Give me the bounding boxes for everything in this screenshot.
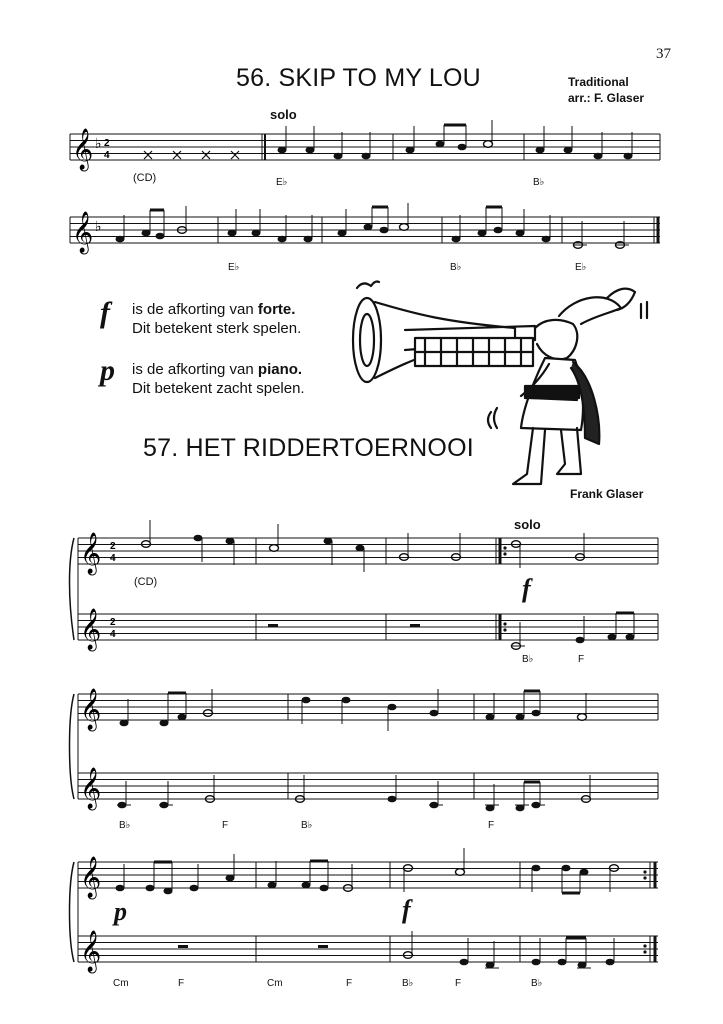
song-57-cd-label: (CD) <box>134 576 158 588</box>
song-57-chord-2: F <box>578 654 585 665</box>
song-56-chord-1: E♭ <box>276 177 288 188</box>
svg-text:𝄞: 𝄞 <box>80 609 102 650</box>
song-57-chord-7: Cm <box>113 978 129 989</box>
svg-text:2: 2 <box>110 617 116 628</box>
page-number: 37 <box>656 46 671 62</box>
svg-text:♭: ♭ <box>95 219 102 235</box>
svg-text:𝄞: 𝄞 <box>80 931 102 972</box>
song-57-chord-13: B♭ <box>531 978 543 989</box>
song-56-credit-arranger: arr.: F. Glaser <box>568 91 645 105</box>
song-56-solo-label: solo <box>270 107 297 122</box>
song-57-chord-10: F <box>346 978 353 989</box>
song-57-chord-5: B♭ <box>301 820 313 831</box>
song-57-title: 57. HET RIDDERTOERNOOI <box>143 434 474 462</box>
svg-text:𝄞: 𝄞 <box>72 212 94 253</box>
song-57-chord-9: Cm <box>267 978 283 989</box>
svg-text:2: 2 <box>110 541 116 552</box>
svg-text:𝄞: 𝄞 <box>80 768 102 809</box>
piano-explanation: is de afkorting van piano. Dit betekent zacht spelen. <box>132 361 305 397</box>
song-57-chord-6: F <box>488 820 495 831</box>
song-56-credit-traditional: Traditional <box>568 75 629 89</box>
piano-symbol: p <box>100 354 115 387</box>
song-57-chord-3: B♭ <box>119 820 131 831</box>
song-57-forte-marking-2: f <box>402 895 411 924</box>
svg-text:𝄞: 𝄞 <box>80 533 102 574</box>
forte-symbol: f <box>100 296 110 329</box>
song-56-chord-4: B♭ <box>450 262 462 273</box>
song-57-chord-12: F <box>455 978 462 989</box>
svg-text:4: 4 <box>104 150 110 161</box>
song-57-chord-4: F <box>222 820 229 831</box>
svg-text:4: 4 <box>110 629 116 640</box>
song-57-piano-marking: p <box>114 897 127 926</box>
song-56-title: 56. SKIP TO MY LOU <box>236 64 481 92</box>
song-56-cd-label: (CD) <box>133 172 157 184</box>
song-57-solo-label: solo <box>514 517 541 532</box>
svg-text:4: 4 <box>110 553 116 564</box>
treble-clef-icon: 𝄞 <box>72 129 94 170</box>
song-56-chord-5: E♭ <box>575 262 587 273</box>
forte-explanation: is de afkorting van forte. Dit betekent sterk spelen. <box>132 301 302 337</box>
song-57-chord-11: B♭ <box>402 978 414 989</box>
song-57-credit: Frank Glaser <box>570 487 644 501</box>
song-57-chord-8: F <box>178 978 185 989</box>
svg-text:𝄞: 𝄞 <box>80 857 102 898</box>
song-57-forte-marking-1: f <box>522 574 531 603</box>
svg-text:♭: ♭ <box>95 136 102 152</box>
song-56-chord-2: B♭ <box>533 177 545 188</box>
song-56-chord-3: E♭ <box>228 262 240 273</box>
svg-text:2: 2 <box>104 138 110 149</box>
svg-text:𝄞: 𝄞 <box>80 689 102 730</box>
song-57-chord-1: B♭ <box>522 654 534 665</box>
